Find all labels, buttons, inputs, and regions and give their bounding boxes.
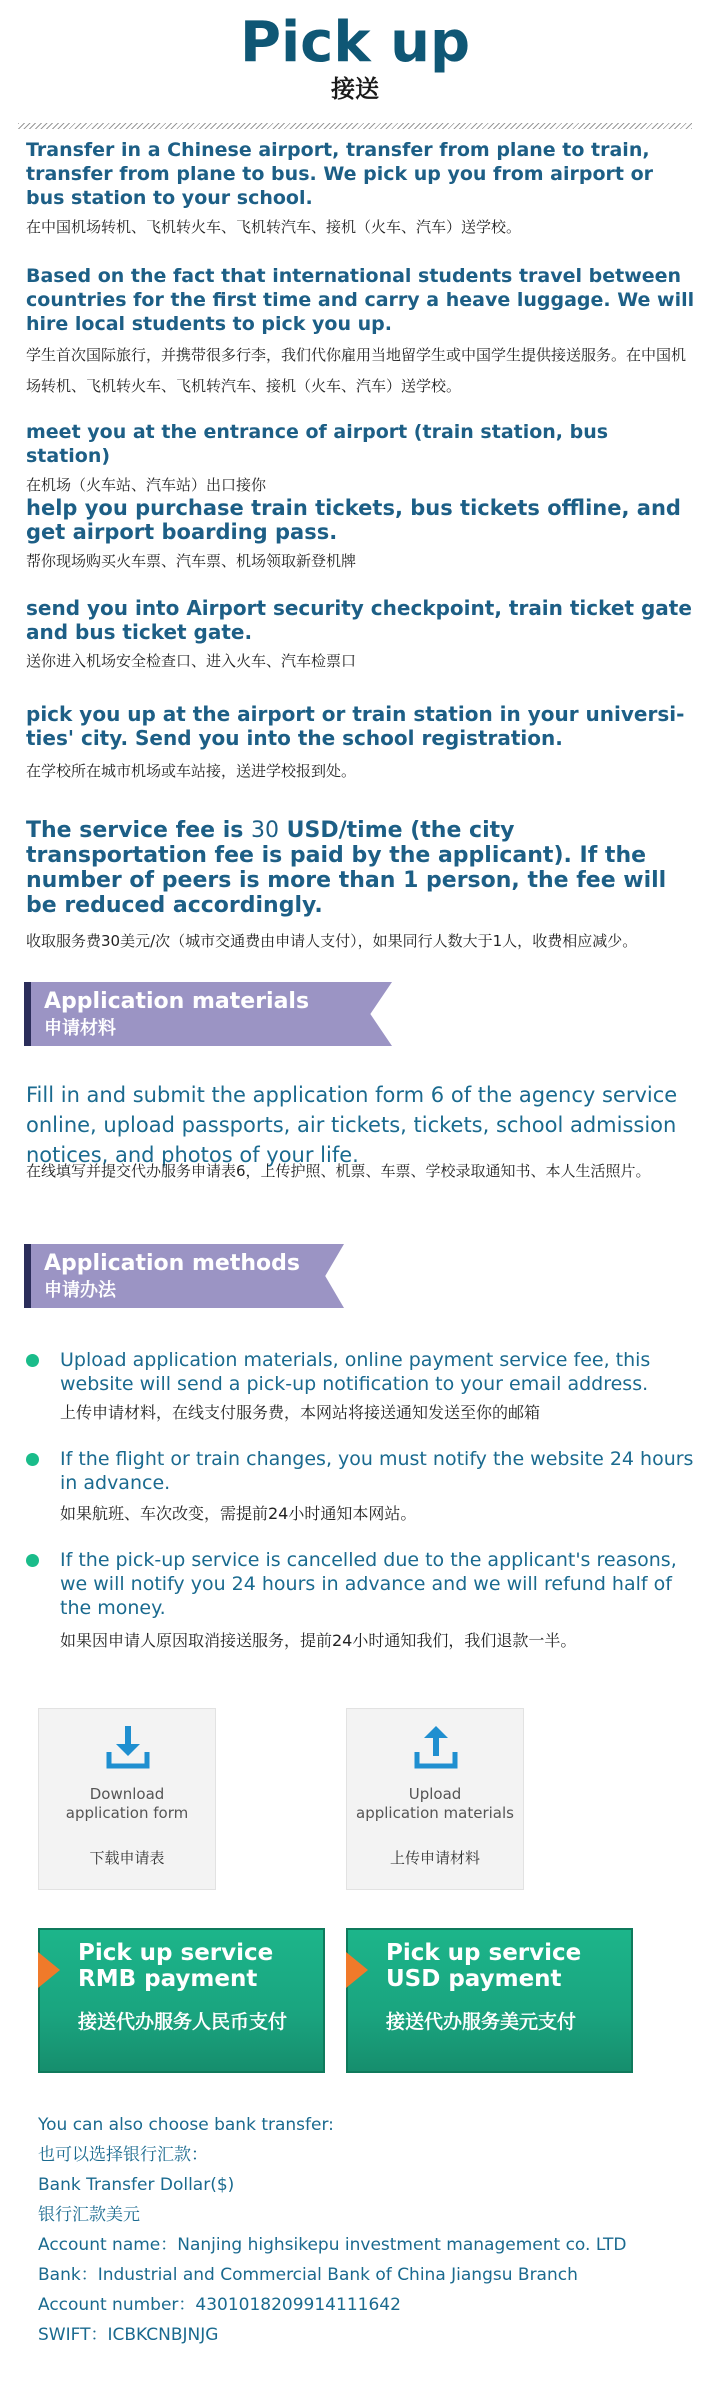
payment-title: Pick up service RMB payment [78, 1940, 274, 1992]
service-item [26, 138, 696, 238]
bank-account-name: Account name：Nanjing highsikepu investment management co. LTD [38, 2235, 627, 2255]
rmb-payment-button[interactable] [38, 1928, 325, 2073]
payment-title-zh: 接送代办服务美元支付 [386, 2011, 577, 2033]
download-label-line2: application form [65, 1804, 189, 1822]
service-heading: send you into Airport security checkpoint, train ticket gate and bus ticket gate. [26, 596, 692, 644]
fee-amount: 30 [250, 818, 279, 843]
bank-account-number: Account number：4301018209914111642 [38, 2295, 401, 2315]
method-text: Upload application materials, online payment service fee, this website will send a pick-up notification to your email address. [60, 1349, 651, 1395]
page-title-zh: 接送 [331, 75, 379, 103]
service-heading: Transfer in a Chinese airport, transfer from plane to train, transfer from plane to bus. We pick up you from airport or bus station to your school. [26, 139, 654, 209]
payment-title-zh: 接送代办服务人民币支付 [78, 2011, 288, 2033]
upload-label [347, 1785, 523, 1823]
usd-payment-button[interactable] [346, 1928, 633, 2073]
upload-label-line1: Upload [408, 1785, 462, 1803]
service-item [26, 420, 696, 496]
bank-intro: You can also choose bank transfer: [38, 2115, 334, 2135]
service-heading: meet you at the entrance of airport (train station, bus station) [26, 421, 609, 467]
materials-text: Fill in and submit the application form 6 of the agency service online, upload passports, air tickets, tickets, school admission notices, and photos of your life. [26, 1083, 678, 1167]
banner-title: Application methods [44, 1251, 300, 1276]
arrow-icon [346, 1952, 368, 1988]
fee-prefix: The service fee is [26, 818, 251, 843]
service-description: 在中国机场转机、飞机转火车、飞机转汽车、接机（火车、汽车）送学校。 [26, 218, 522, 236]
bullet-icon [26, 1554, 39, 1567]
method-text: If the flight or train changes, you must notify the website 24 hours in advance. [60, 1448, 694, 1494]
service-description: 帮你现场购买火车票、汽车票、机场领取新登机牌 [26, 552, 357, 570]
bank-currency: Bank Transfer Dollar($) [38, 2175, 235, 2195]
download-label [39, 1785, 215, 1823]
method-item [26, 1548, 702, 1658]
service-description: 学生首次国际旅行，并携带很多行李，我们代你雇用当地留学生或中国学生提供接送服务。在中国机场转机、飞机转火车、飞机转汽车、接机（火车、汽车）送学校。 [26, 346, 687, 395]
methods-banner [24, 1244, 344, 1308]
download-label-zh: 下载申请表 [89, 1849, 165, 1867]
arrow-icon [38, 1952, 60, 1988]
bullet-icon [26, 1354, 39, 1367]
banner-bar [24, 1244, 31, 1308]
download-form-button[interactable] [38, 1708, 216, 1890]
service-heading: pick you up at the airport or train station in your universi-ties' city. Send you into the school registration. [26, 702, 685, 750]
divider [18, 123, 692, 129]
service-description: 在机场（火车站、汽车站）出口接你 [26, 476, 267, 494]
banner-subtitle: 申请办法 [44, 1280, 116, 1301]
payment-title: Pick up service USD payment [386, 1940, 582, 1992]
bank-intro-zh: 也可以选择银行汇款： [38, 2145, 208, 2165]
method-text-zh: 如果航班、车次改变，需提前24小时通知本网站。 [60, 1504, 417, 1523]
upload-materials-button[interactable] [346, 1708, 524, 1890]
bank-currency-zh: 银行汇款美元 [38, 2205, 140, 2225]
materials-text-zh: 在线填写并提交代办服务申请表6，上传护照、机票、车票、学校录取通知书、本人生活照片。 [26, 1162, 651, 1180]
service-item [26, 702, 696, 782]
fee-suffix: USD/time (the city transportation fee is paid by the applicant). If the number of peers is more than 1 person, the fee will be reduced accordingly. [26, 818, 667, 918]
service-heading: Based on the fact that international students travel between countries for the first time and carry a heave luggage. We will hire local students to pick you up. [26, 265, 695, 335]
banner-title: Application materials [44, 989, 310, 1014]
banner-subtitle: 申请材料 [44, 1018, 116, 1039]
service-description: 在学校所在城市机场或车站接，送进学校报到处。 [26, 762, 357, 780]
service-description: 送你进入机场安全检查口、进入火车、汽车检票口 [26, 652, 357, 670]
bullet-icon [26, 1453, 39, 1466]
service-heading: help you purchase train tickets, bus tickets offline, and get airport boarding pass. [26, 496, 681, 544]
service-item [26, 596, 696, 672]
download-icon [106, 1724, 150, 1770]
download-label-line1: Download [89, 1785, 165, 1803]
upload-label-line2: application materials [356, 1804, 514, 1822]
service-item [26, 496, 696, 572]
banner-bar [24, 982, 31, 1046]
method-item [26, 1447, 702, 1527]
upload-icon [414, 1724, 458, 1770]
fee-description: 收取服务费30美元/次（城市交通费由申请人支付），如果同行人数大于1人，收费相应减少。 [26, 932, 638, 950]
materials-banner [24, 982, 392, 1046]
service-item [26, 264, 696, 402]
method-item [26, 1348, 702, 1428]
bank-name: Bank：Industrial and Commercial Bank of China Jiangsu Branch [38, 2265, 578, 2285]
method-text-zh: 上传申请材料，在线支付服务费，本网站将接送通知发送至你的邮箱 [60, 1403, 541, 1422]
bank-swift: SWIFT：ICBKCNBJNJG [38, 2325, 219, 2345]
method-text-zh: 如果因申请人原因取消接送服务，提前24小时通知我们，我们退款一半。 [60, 1631, 577, 1650]
method-text: If the pick-up service is cancelled due to the applicant's reasons, we will notify you 24 hours in advance and we will refund half of the money. [60, 1549, 677, 1619]
page-title: Pick up [239, 10, 471, 75]
service-fee [26, 818, 696, 956]
fee-heading [26, 818, 696, 918]
upload-label-zh: 上传申请材料 [389, 1849, 480, 1867]
